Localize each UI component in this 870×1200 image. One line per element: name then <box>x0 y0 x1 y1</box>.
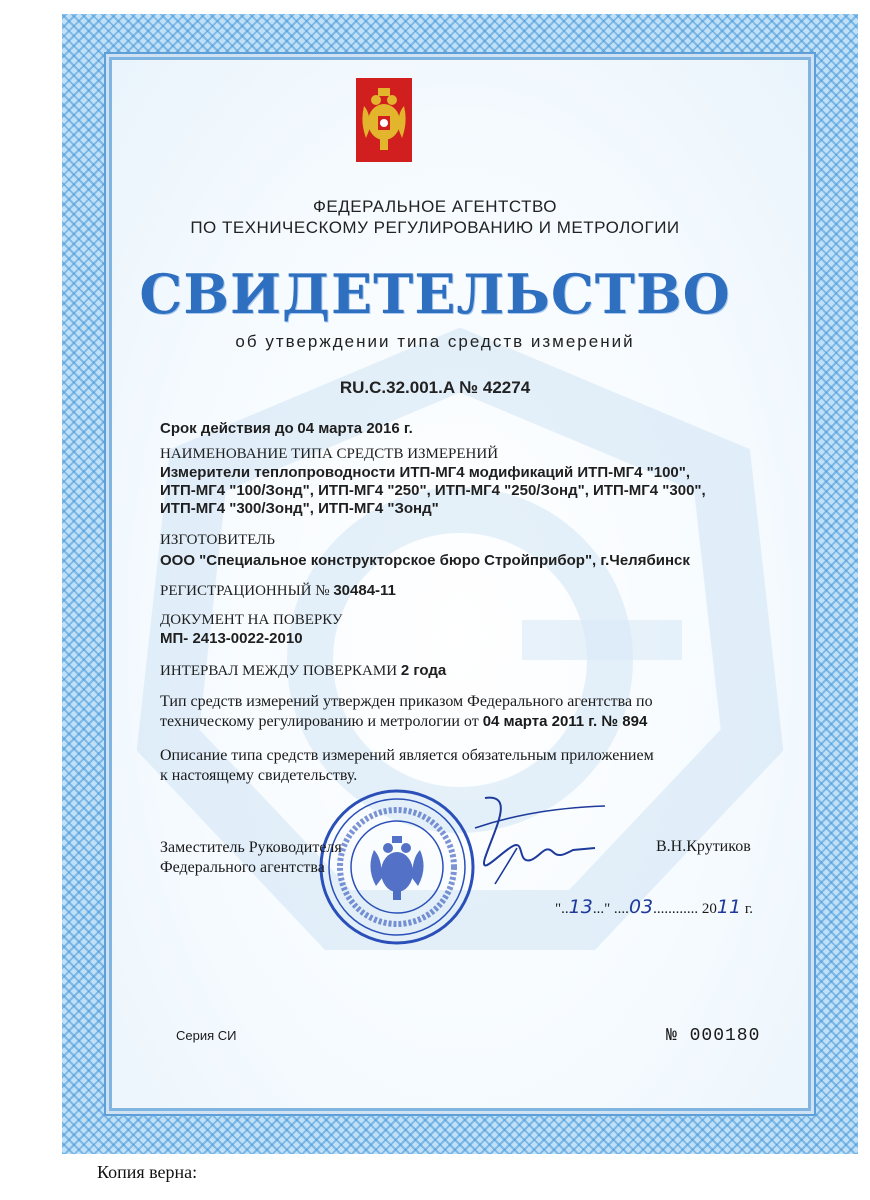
registration-value: 30484-11 <box>333 582 396 599</box>
interval-value: 2 года <box>400 662 447 679</box>
verification-doc-label: ДОКУМЕНТ НА ПОВЕРКУ <box>160 612 343 628</box>
verification-doc-value: МП- 2413-0022-2010 <box>160 630 303 647</box>
validity-row <box>160 420 760 438</box>
agency-name-line1: ФЕДЕРАЛЬНОЕ АГЕНТСТВО <box>312 197 558 216</box>
instrument-label <box>160 446 760 463</box>
date-month: 03 <box>628 896 654 918</box>
agency-name-line2: ПО ТЕХНИЧЕСКОМУ РЕГУЛИРОВАНИЮ И МЕТРОЛОГИИ <box>190 218 680 237</box>
description-line-2: к настоящему свидетельству. <box>160 767 358 784</box>
certificate-title: СВИДЕТЕЛЬСТВО <box>139 262 731 326</box>
instrument-label-text: НАИМЕНОВАНИЕ ТИПА СРЕДСТВ ИЗМЕРЕНИЙ <box>160 446 499 462</box>
signatory-position <box>160 838 342 878</box>
signatory-position-line2: Федерального агентства <box>160 859 325 876</box>
russian-coat-of-arms-icon <box>356 78 412 162</box>
approval-line-1: Тип средств измерений утвержден приказом Федерального агентства по <box>160 693 653 710</box>
date-suffix: г. <box>744 901 754 917</box>
approval-line-2-text: техническому регулированию и метрологии от <box>160 713 479 730</box>
signatory-name: В.Н.Крутиков <box>656 838 751 855</box>
instrument-line-2: ИТП-МГ4 "100/Зонд", ИТП-МГ4 "250", ИТП-МГ4 "250/Зонд", ИТП-МГ4 "300", <box>160 482 706 499</box>
registration-label: РЕГИСТРАЦИОННЫЙ № <box>160 583 330 599</box>
series-label: Серия СИ <box>176 1028 237 1043</box>
signatory-position-line1: Заместитель Руководителя <box>160 839 342 856</box>
certificate-number: RU.C.32.001.A № 42274 <box>339 378 531 397</box>
form-number: № 000180 <box>666 1026 761 1046</box>
certificate-subtitle: об утверждении типа средств измерений <box>235 332 635 351</box>
handwritten-signature-icon <box>455 788 615 898</box>
date-day: 13 <box>568 896 593 918</box>
copy-certified-note: Копия верна: <box>97 1162 198 1182</box>
manufacturer-label: ИЗГОТОВИТЕЛЬ <box>160 532 276 548</box>
approval-order: 04 марта 2011 г. № 894 <box>482 713 648 730</box>
description-line-1: Описание типа средств измерений является обязательным приложением <box>160 747 654 764</box>
registration-row <box>160 582 760 600</box>
date-year-prefix: 20 <box>701 901 717 917</box>
instrument-line-1: Измерители теплопроводности ИТП-МГ4 модификаций ИТП-МГ4 "100", <box>160 464 691 481</box>
approval-line-2 <box>160 712 760 732</box>
issue-date: "..13..." ....03............ 2011 г. <box>555 896 754 918</box>
instrument-line-3: ИТП-МГ4 "300/Зонд", ИТП-МГ4 "Зонд" <box>160 500 439 517</box>
validity-value: 04 марта 2016 г. <box>297 420 413 437</box>
date-year-suffix: 11 <box>716 896 742 918</box>
interval-label: ИНТЕРВАЛ МЕЖДУ ПОВЕРКАМИ <box>160 663 398 679</box>
validity-label: Срок действия до <box>160 420 294 437</box>
manufacturer-value: ООО "Специальное конструкторское бюро Стройприбор", г.Челябинск <box>160 552 690 569</box>
interval-row <box>160 662 760 680</box>
